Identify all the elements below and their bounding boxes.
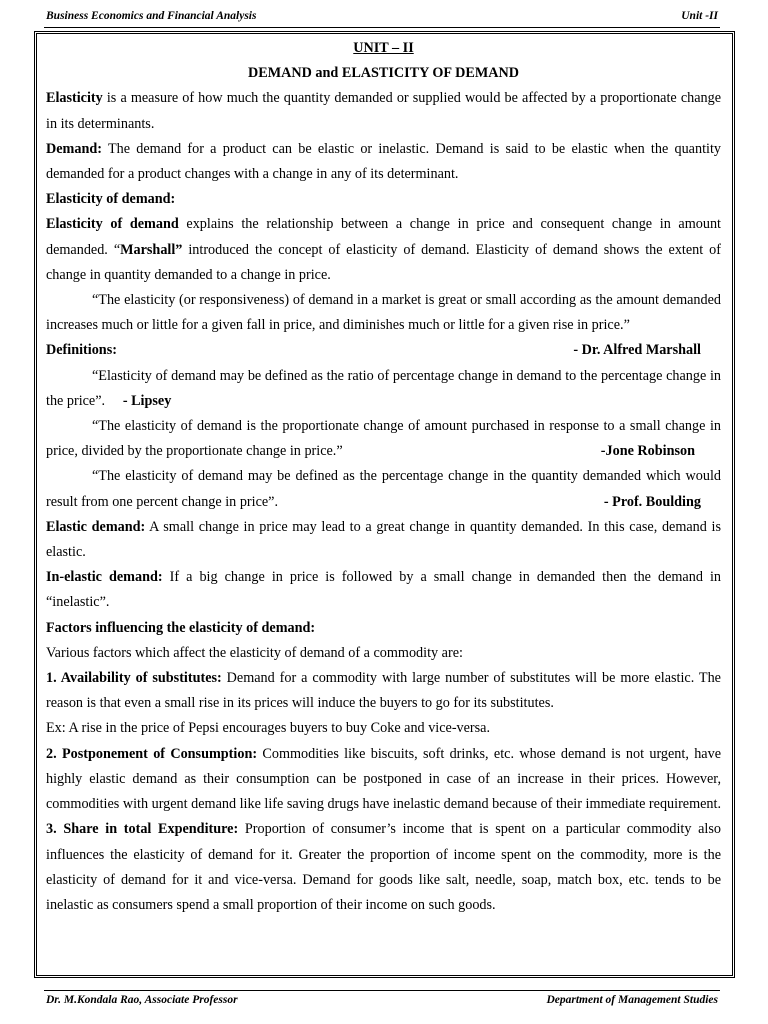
term-eod: Elasticity of demand: [46, 216, 179, 233]
term-factor-2: 2. Postponement of Consumption:: [46, 745, 258, 762]
text-factor-3: Proportion of consumer’s income that is spent on a particular commodity also influences the elasticity of demand for it. Greater the proportion of income spent on the commodity, more is the elasticity of demand for it and vice-versa. Demand for goods like salt, needle, soap, match box, etc. tends to be inelastic as consumers spend a small proportion of their income on such goods.: [46, 821, 721, 913]
factor-share-expenditure: [46, 817, 721, 918]
text-eod-1: explains the relationship between a change in price and consequent change in amount demanded. “: [46, 216, 721, 258]
page-footer: [46, 994, 718, 1010]
term-demand: Demand:: [46, 140, 102, 157]
paragraph-demand: [46, 137, 721, 187]
header-unit-label: Unit -II: [681, 10, 718, 22]
quote-robinson: [46, 414, 721, 464]
topic-title: DEMAND and ELASTICITY OF DEMAND: [248, 65, 519, 82]
heading-eod-text: Elasticity of demand:: [46, 191, 176, 208]
term-factor-1: 1. Availability of substitutes:: [46, 670, 222, 687]
paragraph-elasticity: [46, 86, 721, 136]
paragraph-eod: [46, 212, 721, 288]
term-inelastic-demand: In-elastic demand:: [46, 569, 163, 586]
attribution-boulding: - Prof. Boulding: [603, 493, 701, 510]
header-course-title: Business Economics and Financial Analysis: [46, 10, 257, 22]
factor-substitutes-example: Ex: A rise in the price of Pepsi encourages buyers to buy Coke and vice-versa.: [46, 720, 491, 737]
text-elasticity: is a measure of how much the quantity demanded or supplied would be affected by a proportionate change in its determinants.: [46, 90, 721, 132]
header-rule: [44, 27, 720, 28]
attribution-lipsey: - Lipsey: [122, 392, 172, 409]
factor-postponement: [46, 742, 721, 818]
footer-author: Dr. M.Kondala Rao, Associate Professor: [46, 994, 238, 1006]
quote-lipsey-text: “Elasticity of demand may be defined as the ratio of percentage change in demand to the percentage change in the price”.: [46, 367, 721, 409]
page-header: [46, 10, 718, 26]
heading-definitions-text: Definitions:: [46, 342, 117, 359]
heading-factors: [46, 616, 721, 641]
factor-substitutes: [46, 666, 721, 716]
footer-rule: [44, 990, 720, 991]
attribution-marshall: - Dr. Alfred Marshall: [573, 342, 701, 359]
document-body: [46, 36, 721, 918]
quote-lipsey: [46, 364, 721, 414]
term-factor-3: 3. Share in total Expenditure:: [46, 821, 239, 838]
footer-department: Department of Management Studies: [546, 994, 718, 1006]
text-eod-2: introduced the concept of elasticity of demand. Elasticity of demand shows the extent of change in quantity demanded to a change in price.: [46, 241, 721, 283]
attribution-robinson: -Jone Robinson: [600, 443, 695, 460]
text-inelastic-demand: If a big change in price is followed by a small change in demanded then the demand in “inelastic”.: [46, 569, 721, 611]
text-factor-1: Demand for a commodity with large number of substitutes will be more elastic. The reason is that even a small rise in its prices will induce the buyers to go for its substitutes.: [46, 670, 721, 712]
term-marshall: Marshall”: [120, 241, 183, 258]
unit-title-text: UNIT – II: [353, 40, 414, 56]
quote-marshall-text: “The elasticity (or responsiveness) of demand in a market is great or small according as the amount demanded increases much or little for a given fall in price, and diminishes much or little for a given rise in price.”: [46, 292, 721, 334]
quote-robinson-text: “The elasticity of demand is the proportionate change of amount purchased in response to a small change in price, divided by the proportionate change in price.”: [46, 418, 721, 460]
quote-boulding-text: “The elasticity of demand may be defined as the percentage change in the quantity demanded which would result from one percent change in price”.: [46, 468, 721, 510]
paragraph-factors-intro: Various factors which affect the elasticity of demand of a commodity are:: [46, 644, 463, 661]
heading-factors-text: Factors influencing the elasticity of demand:: [46, 619, 316, 636]
heading-elasticity-of-demand: [46, 187, 721, 212]
term-elastic-demand: Elastic demand:: [46, 518, 146, 535]
paragraph-elastic-demand: [46, 515, 721, 565]
term-elasticity: Elasticity: [46, 90, 103, 107]
paragraph-inelastic-demand: [46, 565, 721, 615]
text-elastic-demand: A small change in price may lead to a great change in quantity demanded. In this case, demand is elastic.: [46, 518, 721, 561]
quote-boulding: [46, 464, 721, 514]
text-factor-2: Commodities like biscuits, soft drinks, etc. whose demand is not urgent, have highly elastic demand as their consumption can be postponed in case of an increase in their prices. However, commodities with urgent demand like life saving drugs have inelastic demand because of their immediate requirement.: [46, 745, 722, 813]
text-demand: The demand for a product can be elastic or inelastic. Demand is said to be elastic when the quantity demanded for a product changes with a change in any of its determinant.: [46, 140, 721, 183]
unit-title: [46, 36, 721, 61]
